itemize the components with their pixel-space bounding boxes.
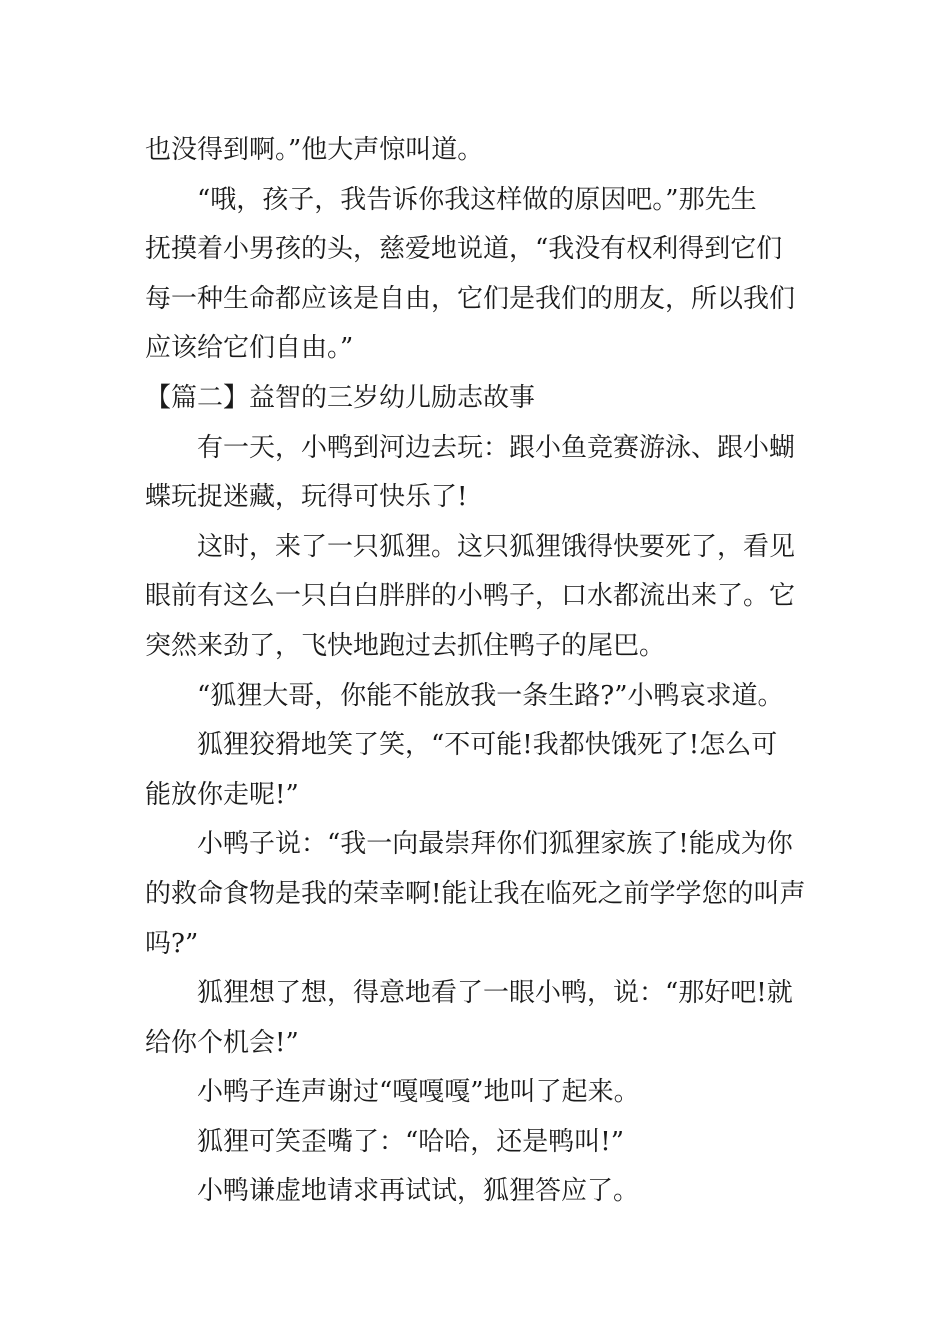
text-line: 眼前有这么一只白白胖胖的小鸭子，口水都流出来了。它	[145, 581, 796, 612]
text-line: 狐狸狡猾地笑了笑，“不可能!我都快饿死了!怎么可	[197, 730, 778, 761]
text-line: 抚摸着小男孩的头，慈爱地说道，“我没有权利得到它们	[145, 234, 783, 265]
text-line: 这时，来了一只狐狸。这只狐狸饿得快要死了，看见	[197, 531, 796, 562]
text-line: 有一天，小鸭到河边去玩：跟小鱼竞赛游泳、跟小蝴	[197, 432, 796, 463]
text-line: “狐狸大哥，你能不能放我一条生路?”小鸭哀求道。	[197, 680, 784, 711]
text-line: 狐狸想了想，得意地看了一眼小鸭，说：“那好吧!就	[197, 978, 793, 1009]
text-line: 小鸭子说：“我一向最崇拜你们狐狸家族了!能成为你	[197, 829, 793, 860]
text-line: 每一种生命都应该是自由，它们是我们的朋友，所以我们	[145, 283, 796, 314]
text-line: “哦，孩子，我告诉你我这样做的原因吧。”那先生	[197, 184, 757, 215]
text-line: 也没得到啊。”他大声惊叫道。	[145, 135, 484, 165]
text-line: 的救命食物是我的荣幸啊!能让我在临死之前学学您的叫声	[145, 878, 806, 909]
text-line: 突然来劲了，飞快地跑过去抓住鸭子的尾巴。	[145, 630, 666, 661]
text-line: 蝶玩捉迷藏，玩得可快乐了!	[145, 482, 468, 513]
text-line: 小鸭谦虚地请求再试试，狐狸答应了。	[197, 1176, 640, 1207]
text-line: 能放你走呢!”	[145, 779, 299, 810]
document-body	[145, 126, 810, 1217]
text-line: 吗?”	[145, 928, 199, 959]
section-heading: 【篇二】益智的三岁幼儿励志故事	[145, 382, 536, 413]
text-line: 狐狸可笑歪嘴了：“哈哈，还是鸭叫!”	[197, 1126, 625, 1157]
text-line: 应该给它们自由。”	[145, 333, 354, 364]
text-line: 给你个机会!”	[145, 1027, 299, 1058]
text-line: 小鸭子连声谢过“嘎嘎嘎”地叫了起来。	[197, 1077, 640, 1108]
